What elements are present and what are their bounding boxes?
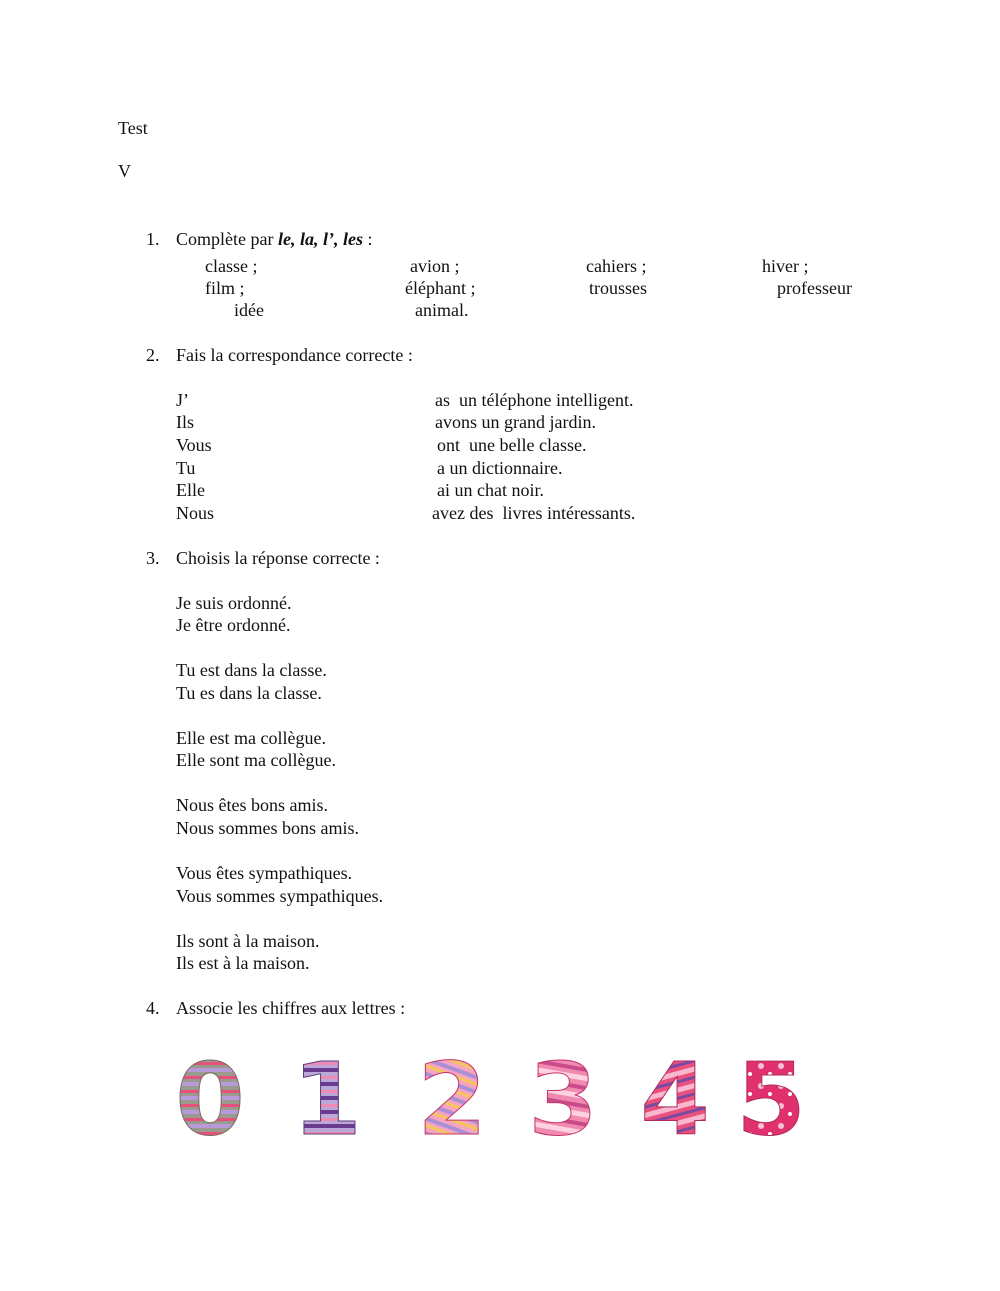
digit-1-icon: 1 xyxy=(292,1041,362,1150)
q1-word: professeur xyxy=(777,278,852,298)
q1-word: animal. xyxy=(415,300,469,320)
digit-5-icon: 5 xyxy=(736,1041,806,1150)
q1-word: film ; xyxy=(205,278,245,298)
q3-number: 3. xyxy=(146,548,160,568)
q4-number: 4. xyxy=(146,998,160,1018)
q3-prompt: Choisis la réponse correcte : xyxy=(176,548,380,568)
q1-word: éléphant ; xyxy=(405,278,476,298)
q1-word: classe ; xyxy=(205,256,258,276)
q2-number: 2. xyxy=(146,345,160,365)
q1-word: trousses xyxy=(589,278,647,298)
q1-prompt-articles: le, la, l’, les xyxy=(277,229,363,249)
q3-option: Vous sommes sympathiques. xyxy=(176,886,384,906)
q3-option: Elle est ma collègue. xyxy=(176,728,326,748)
q3-option: Tu es dans la classe. xyxy=(176,683,322,703)
q3-option: Tu est dans la classe. xyxy=(176,660,327,680)
page-subtitle: V xyxy=(118,161,131,181)
q2-subject: Elle xyxy=(176,480,205,500)
digit-3-icon: 3 xyxy=(528,1041,598,1150)
q1-prompt: Complète par le, la, l’, les : xyxy=(176,229,373,249)
digit-0-icon: 0 xyxy=(175,1041,245,1150)
page-title: Test xyxy=(118,118,148,138)
q1-word: cahiers ; xyxy=(586,256,647,276)
digit-2-icon: 2 xyxy=(417,1041,487,1150)
q2-subject: Ils xyxy=(176,412,194,432)
q3-option: Ils est à la maison. xyxy=(176,953,310,973)
q3-option: Elle sont ma collègue. xyxy=(176,750,336,770)
q4-prompt: Associe les chiffres aux lettres : xyxy=(176,998,406,1018)
q2-subject: Tu xyxy=(176,458,196,478)
q2-prompt: Fais la correspondance correcte : xyxy=(176,345,413,365)
q2-subject: Vous xyxy=(176,435,212,455)
q2-ending: ont une belle classe. xyxy=(437,435,587,455)
q3-option: Je suis ordonné. xyxy=(176,593,292,613)
q1-word: hiver ; xyxy=(762,256,809,276)
q3-option: Je être ordonné. xyxy=(176,615,291,635)
q2-ending: avez des livres intéressants. xyxy=(432,503,636,523)
q2-ending: a un dictionnaire. xyxy=(437,458,563,478)
q3-option: Nous êtes bons amis. xyxy=(176,795,328,815)
q1-word: avion ; xyxy=(410,256,460,276)
q2-ending: ai un chat noir. xyxy=(437,480,544,500)
q2-subject: Nous xyxy=(176,503,215,523)
decorated-digits-illustration xyxy=(175,1040,815,1150)
q3-option: Nous sommes bons amis. xyxy=(176,818,360,838)
q3-option: Ils sont à la maison. xyxy=(176,931,320,951)
q2-ending: as un téléphone intelligent. xyxy=(435,390,634,410)
q2-ending: avons un grand jardin. xyxy=(435,412,596,432)
q3-option: Vous êtes sympathiques. xyxy=(176,863,353,883)
digit-4-icon: 4 xyxy=(640,1041,710,1150)
q1-word: idée xyxy=(234,300,264,320)
q2-subject: J’ xyxy=(176,390,189,410)
q1-number: 1. xyxy=(146,229,160,249)
